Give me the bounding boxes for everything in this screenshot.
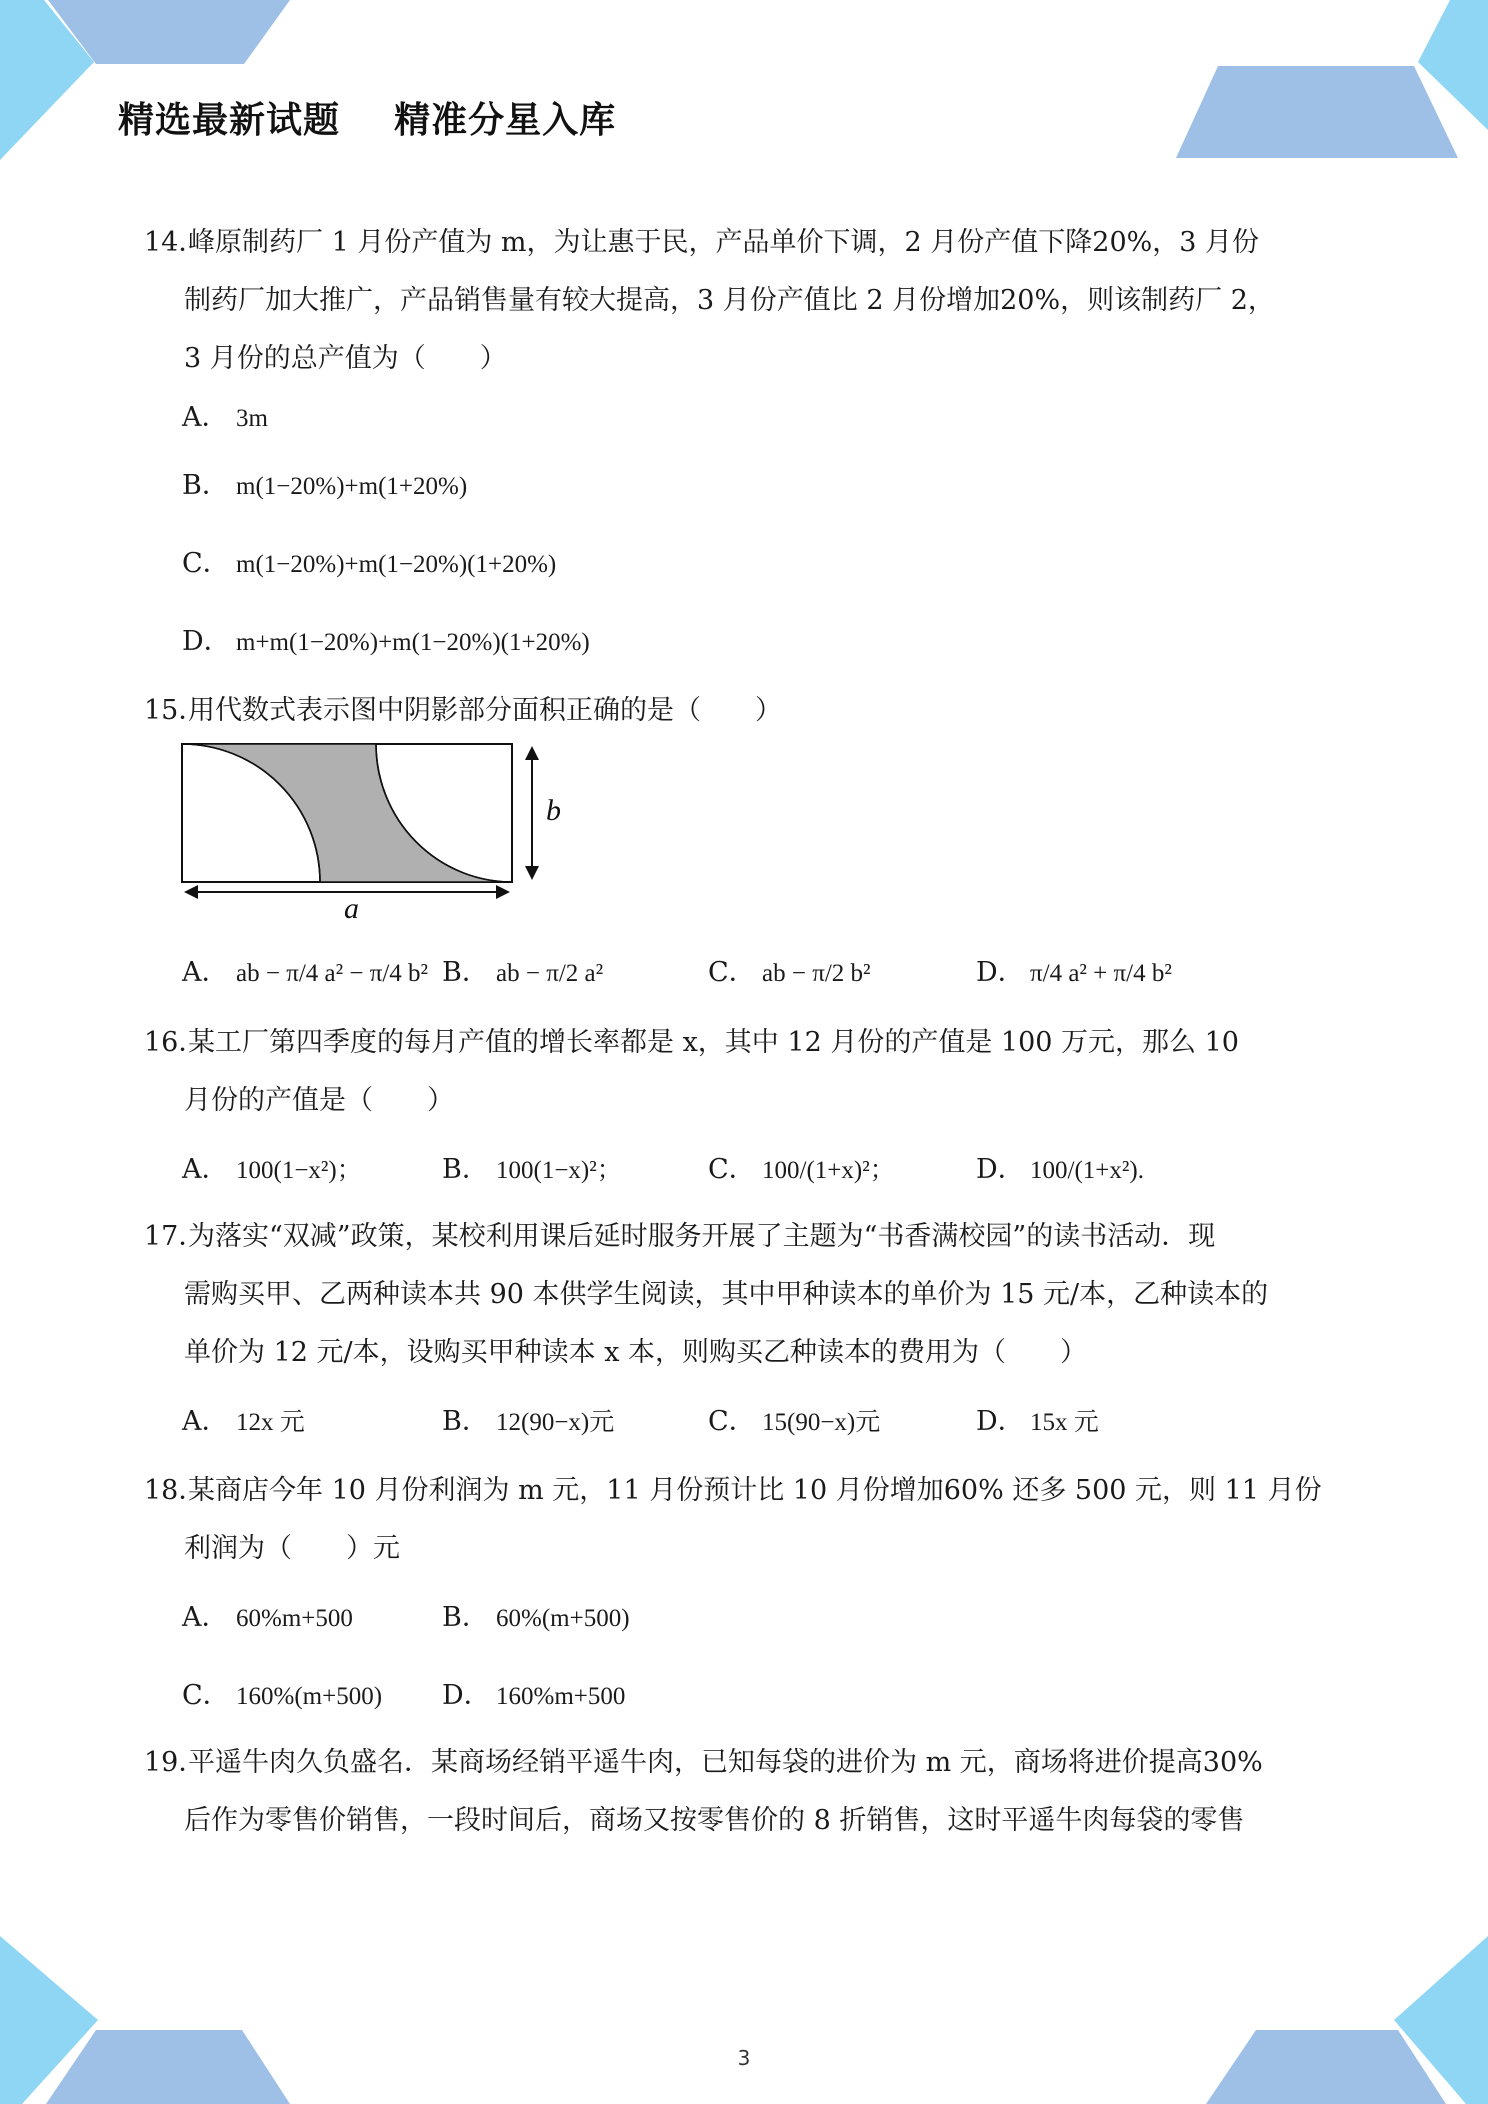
option-math: ab − π/4 a² − π/4 b² bbox=[236, 960, 429, 987]
option-label: C． bbox=[182, 1680, 230, 1711]
option-a[interactable] bbox=[182, 398, 268, 439]
question-number: 19． bbox=[144, 1747, 206, 1778]
option-label: C． bbox=[708, 1406, 756, 1437]
option-label: D． bbox=[976, 957, 1025, 988]
option-label: B． bbox=[442, 1154, 489, 1185]
option-math: 100(1−x²)； bbox=[236, 1157, 362, 1184]
option-label: A． bbox=[182, 1154, 229, 1185]
option-b[interactable] bbox=[442, 953, 603, 994]
option-label: B． bbox=[182, 470, 229, 501]
option-label: A． bbox=[182, 402, 229, 433]
question-19 bbox=[144, 1734, 1349, 1850]
option-label: D． bbox=[976, 1154, 1025, 1185]
page-number: 3 bbox=[737, 2046, 751, 2070]
label-b: b bbox=[546, 794, 561, 827]
option-label: A． bbox=[182, 1602, 229, 1633]
option-b[interactable] bbox=[442, 1598, 630, 1639]
arrow-head-up bbox=[525, 746, 539, 760]
question-number: 14． bbox=[144, 227, 206, 258]
question-text-line: 月份的产值是（ ） bbox=[184, 1085, 454, 1116]
option-math: 160%(m+500) bbox=[236, 1683, 383, 1710]
question-text-line: 峰原制药厂 1 月份产值为 m，为让惠于民，产品单价下调，2 月份产值下降20%，3 月份 bbox=[188, 227, 1260, 258]
question-number: 15． bbox=[144, 695, 206, 726]
decor-bottom-left bbox=[0, 1936, 290, 2104]
option-d[interactable] bbox=[976, 1402, 1099, 1443]
option-math: m(1−20%)+m(1−20%)(1+20%) bbox=[236, 551, 557, 578]
question-15 bbox=[144, 682, 1349, 740]
option-d[interactable] bbox=[182, 622, 590, 663]
question-text-line: 需购买甲、乙两种读本共 90 本供学生阅读，其中甲种读本的单价为 15 元/本，乙种读本的 bbox=[184, 1279, 1269, 1310]
question-18 bbox=[144, 1462, 1349, 1578]
question-text-line: 利润为（ ）元 bbox=[184, 1533, 400, 1564]
option-math: m(1−20%)+m(1+20%) bbox=[236, 473, 468, 500]
option-math: 15x 元 bbox=[1030, 1409, 1099, 1436]
question-16 bbox=[144, 1014, 1349, 1130]
option-a[interactable] bbox=[182, 1150, 362, 1191]
option-a[interactable] bbox=[182, 1402, 305, 1443]
question-text-line: 制药厂加大推广，产品销售量有较大提高，3 月份产值比 2 月份增加20%，则该制药厂 2， bbox=[184, 285, 1275, 316]
option-c[interactable] bbox=[708, 1150, 895, 1191]
header-title: 精选最新试题 精准分星入库 bbox=[118, 100, 617, 141]
question-number: 17． bbox=[144, 1221, 206, 1252]
option-d[interactable] bbox=[442, 1676, 625, 1717]
question-number: 18． bbox=[144, 1475, 206, 1506]
decor-bottom-right bbox=[1206, 1936, 1488, 2104]
question-text-line: 后作为零售价销售，一段时间后，商场又按零售价的 8 折销售，这时平遥牛肉每袋的零售 bbox=[184, 1805, 1245, 1836]
option-c[interactable] bbox=[182, 544, 556, 585]
option-label: D． bbox=[182, 626, 231, 657]
question-14 bbox=[144, 214, 1349, 388]
option-label: C． bbox=[182, 548, 230, 579]
option-d[interactable] bbox=[976, 1150, 1144, 1191]
option-math: π/4 a² + π/4 b² bbox=[1030, 960, 1172, 987]
option-math: ab − π/2 a² bbox=[496, 960, 604, 987]
option-label: C． bbox=[708, 957, 756, 988]
option-label: B． bbox=[442, 957, 489, 988]
question-text-line: 3 月份的总产值为（ ） bbox=[184, 343, 507, 374]
option-label: B． bbox=[442, 1406, 489, 1437]
option-b[interactable] bbox=[442, 1150, 622, 1191]
option-b[interactable] bbox=[442, 1402, 614, 1443]
option-math: 12(90−x)元 bbox=[496, 1409, 615, 1436]
question-text-line: 平遥牛肉久负盛名．某商场经销平遥牛肉，已知每袋的进价为 m 元，商场将进价提高30% bbox=[188, 1747, 1263, 1778]
option-c[interactable] bbox=[182, 1676, 382, 1717]
option-math: ab − π/2 b² bbox=[762, 960, 871, 987]
option-c[interactable] bbox=[708, 953, 871, 994]
question-17 bbox=[144, 1208, 1349, 1382]
option-a[interactable] bbox=[182, 953, 428, 994]
option-label: C． bbox=[708, 1154, 756, 1185]
label-a: a bbox=[344, 892, 359, 925]
option-math: 60%m+500 bbox=[236, 1605, 353, 1632]
option-math: 100/(1+x)²； bbox=[762, 1157, 895, 1184]
option-math: 12x 元 bbox=[236, 1409, 305, 1436]
option-label: A． bbox=[182, 957, 229, 988]
option-math: 60%(m+500) bbox=[496, 1605, 630, 1632]
question-text-line: 用代数式表示图中阴影部分面积正确的是（ ） bbox=[188, 695, 782, 726]
option-math: m+m(1−20%)+m(1−20%)(1+20%) bbox=[236, 629, 590, 656]
arrow-head-right bbox=[496, 885, 510, 899]
arrow-head-left bbox=[184, 885, 198, 899]
question-text-line: 为落实“双减”政策，某校利用课后延时服务开展了主题为“书香满校园”的读书活动．现 bbox=[188, 1221, 1216, 1252]
option-d[interactable] bbox=[976, 953, 1172, 994]
option-math: 100(1−x)²； bbox=[496, 1157, 622, 1184]
option-math: 15(90−x)元 bbox=[762, 1409, 881, 1436]
option-a[interactable] bbox=[182, 1598, 353, 1639]
option-label: D． bbox=[442, 1680, 491, 1711]
option-c[interactable] bbox=[708, 1402, 880, 1443]
decor-top-right bbox=[1176, 0, 1488, 158]
option-math: 3m bbox=[236, 405, 268, 432]
arrow-head-down bbox=[525, 866, 539, 880]
question-text-line: 某商店今年 10 月份利润为 m 元，11 月份预计比 10 月份增加60% 还多 500 元，则 11 月份 bbox=[188, 1475, 1322, 1506]
option-math: 100/(1+x²). bbox=[1030, 1157, 1144, 1184]
shaded-area-figure bbox=[176, 736, 561, 926]
option-b[interactable] bbox=[182, 466, 467, 507]
option-label: A． bbox=[182, 1406, 229, 1437]
option-label: D． bbox=[976, 1406, 1025, 1437]
question-text-line: 某工厂第四季度的每月产值的增长率都是 x，其中 12 月份的产值是 100 万元，那么 10 bbox=[188, 1027, 1239, 1058]
question-text-line: 单价为 12 元/本，设购买甲种读本 x 本，则购买乙种读本的费用为（ ） bbox=[184, 1337, 1088, 1368]
option-label: B． bbox=[442, 1602, 489, 1633]
question-number: 16． bbox=[144, 1027, 206, 1058]
option-math: 160%m+500 bbox=[496, 1683, 626, 1710]
